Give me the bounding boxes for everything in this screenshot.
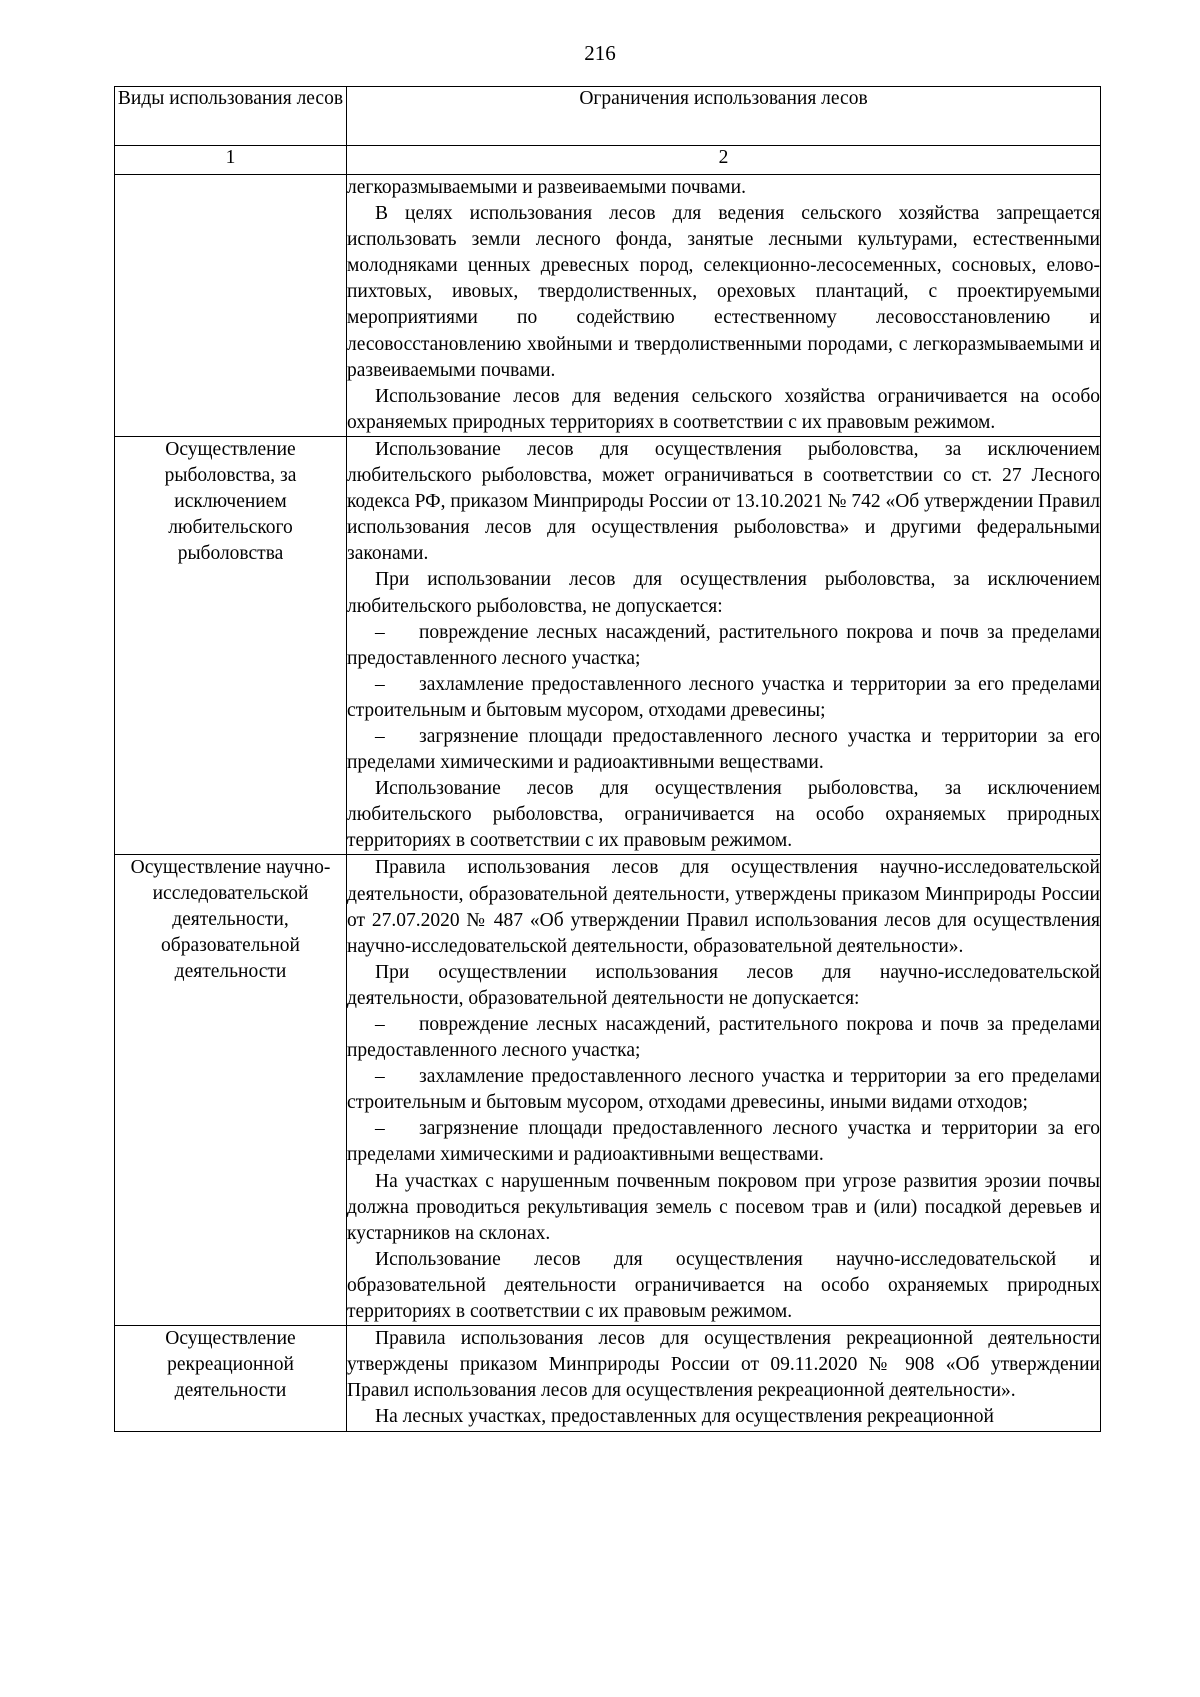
paragraph <box>347 1404 1100 1430</box>
paragraph-text: Использование лесов для осуществления научно-исследовательской и образовательной деятельности ограничивается на особо охраняемых природных территориях в соответствии с их правовым режимом. <box>347 1248 1100 1323</box>
paragraph <box>347 437 1100 567</box>
table-row <box>115 436 1101 855</box>
dash-marker: – <box>375 725 385 747</box>
page-number: 216 <box>584 41 616 65</box>
list-item <box>347 620 1100 672</box>
paragraph-text: повреждение лесных насаждений, растительного покрова и почв за пределами предоставленного лесного участка; <box>347 621 1100 669</box>
paragraph-text: загрязнение площади предоставленного лесного участка и территории за его пределами химическими и радиоактивными веществами. <box>347 725 1100 774</box>
paragraph-text: захламление предоставленного лесного участка и территории за его пределами строительным и бытовым мусором, отходами древесины; <box>347 673 1100 721</box>
forest-use-restrictions-table <box>114 86 1101 1432</box>
use-type-cell: Осуществление научно-исследовательской деятельности, образовательной деятельности <box>115 855 347 1326</box>
paragraph-text: На лесных участках, предоставленных для осуществления рекреационной <box>375 1406 994 1428</box>
paragraph <box>347 201 1100 384</box>
header-restrictions: Ограничения использования лесов <box>347 87 1101 146</box>
restrictions-cell <box>347 1326 1101 1431</box>
paragraph-text: легкоразмываемыми и развеиваемыми почвами. <box>347 177 746 198</box>
dash-marker: – <box>375 1014 385 1035</box>
column-number-row <box>115 146 1101 175</box>
paragraph-text: В целях использования лесов для ведения сельского хозяйства запрещается использовать земли лесного фонда, занятые лесными культурами, естественными молодняками ценных древесных пород, селекционно-лесосеменных, сосновых, елово-пихтовых, ивовых, твердолиственных, ореховых плантаций, с проектируемыми мероприятиями по содействию естественному лесовосстановлению и лесовосстановлению хвойными и твердолиственными породами, с легкоразмываемыми и развеиваемыми почвами. <box>347 203 1100 381</box>
paragraph <box>347 1169 1100 1247</box>
column-number-1: 1 <box>115 146 347 175</box>
list-item <box>347 1012 1100 1064</box>
list-item <box>347 672 1100 724</box>
list-item <box>347 724 1100 776</box>
table-row <box>115 1326 1101 1431</box>
paragraph-text: При осуществлении использования лесов для научно-исследовательской деятельности, образовательной деятельности не допускается: <box>347 961 1100 1009</box>
restrictions-cell <box>347 436 1101 855</box>
table-header-row <box>115 87 1101 146</box>
paragraph <box>347 567 1100 619</box>
paragraph-text: повреждение лесных насаждений, растительного покрова и почв за пределами предоставленного лесного участка; <box>347 1014 1100 1062</box>
header-use-types: Виды использования лесов <box>115 87 347 146</box>
dash-marker: – <box>375 621 385 643</box>
table-row <box>115 175 1101 437</box>
paragraph-text: При использовании лесов для осуществления рыболовства, за исключением любительского рыболовства, не допускается: <box>347 569 1100 617</box>
restrictions-cell <box>347 855 1101 1326</box>
paragraph-text: Использование лесов для осуществления рыболовства, за исключением любительского рыболовства, может ограничиваться в соответствии со ст. 27 Лесного кодекса РФ, приказом Минприроды России от 13.10.2021 № 742 «Об утверждении Правил использования лесов для осуществления рыболовства» и другими федеральными законами. <box>347 438 1100 565</box>
use-type-cell <box>115 175 347 437</box>
use-type-cell: Осуществление рыболовства, за исключением любительского рыболовства <box>115 436 347 855</box>
paragraph <box>347 960 1100 1012</box>
paragraph-text: На участках с нарушенным почвенным покровом при угрозе развития эрозии почвы должна проводиться рекультивация земель с посевом трав и (или) посадкой деревьев и кустарников на склонах. <box>347 1170 1100 1244</box>
paragraph-text: захламление предоставленного лесного участка и территории за его пределами строительным и бытовым мусором, отходами древесины, иными видами отходов; <box>347 1066 1100 1114</box>
table-row <box>115 855 1101 1326</box>
table-body <box>115 175 1101 1432</box>
column-number-2: 2 <box>347 146 1101 175</box>
list-item <box>347 1116 1100 1168</box>
paragraph-text: Использование лесов для ведения сельского хозяйства ограничивается на особо охраняемых природных территориях в соответствии с их правовым режимом. <box>347 385 1100 433</box>
paragraph <box>347 855 1100 959</box>
dash-marker: – <box>375 673 385 695</box>
paragraph <box>347 1326 1100 1404</box>
list-item <box>347 1064 1100 1116</box>
paragraph-text: загрязнение площади предоставленного лесного участка и территории за его пределами химическими и радиоактивными веществами. <box>347 1118 1100 1166</box>
paragraph <box>347 384 1100 436</box>
dash-marker: – <box>375 1066 385 1088</box>
paragraph <box>347 776 1100 854</box>
paragraph <box>347 1247 1100 1325</box>
paragraph-text: Правила использования лесов для осуществления научно-исследовательской деятельности, образовательной деятельности, утверждены приказом Минприроды России от 27.07.2020 № 487 «Об утверждении Правил использования лесов для осуществления научно-исследовательской деятельности, образовательной деятельности». <box>347 857 1100 957</box>
paragraph <box>347 175 1100 201</box>
dash-marker: – <box>375 1118 385 1140</box>
paragraph-text: Правила использования лесов для осуществления рекреационной деятельности утверждены приказом Минприроды России от 09.11.2020 № 908 «Об утверждении Правил использования лесов для осуществления рекреационной деятельности». <box>347 1328 1100 1402</box>
use-type-cell: Осуществление рекреационной деятельности <box>115 1326 347 1431</box>
paragraph-text: Использование лесов для осуществления рыболовства, за исключением любительского рыболовства, ограничивается на особо охраняемых природных территориях в соответствии с их правовым режимом. <box>347 778 1100 852</box>
restrictions-cell <box>347 175 1101 437</box>
